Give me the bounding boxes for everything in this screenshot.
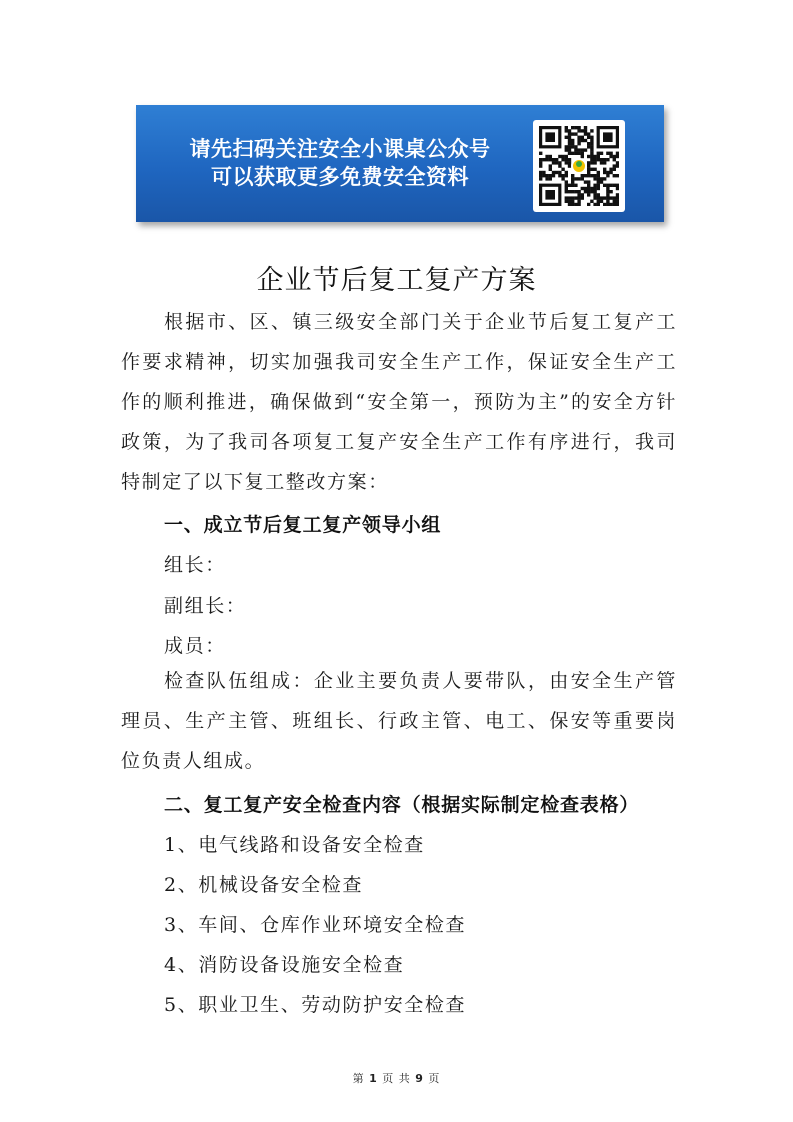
current-page-number: 1 [369, 1072, 378, 1085]
section-2-heading: 二、复工复产安全检查内容（根据实际制定检查表格） [164, 794, 640, 816]
deputy-leader-line: 副组长： [164, 595, 247, 617]
footer-mid: 页 共 [382, 1072, 411, 1085]
qr-code-icon [539, 126, 619, 206]
banner-line-1: 请先扫码关注安全小课桌公众号 [189, 137, 491, 161]
members-line: 成员： [164, 635, 226, 657]
footer-prefix: 第 [352, 1072, 365, 1085]
check-item-3: 3、车间、仓库作业环境安全检查 [164, 914, 467, 936]
check-item-5: 5、职业卫生、劳动防护安全检查 [164, 994, 467, 1016]
intro-paragraph: 根据市、区、镇三级安全部门关于企业节后复工复产工作要求精神，切实加强我司安全生产工作，保证安全生产工作的顺利推进，确保做到“安全第一，预防为主”的安全方针政策，为了我司各项复工复产安全生产工作有序进行，我司特制定了以下复工整改方案： [121, 311, 677, 493]
total-page-count: 9 [415, 1072, 424, 1085]
promo-banner [136, 105, 664, 222]
qr-code[interactable] [533, 120, 625, 212]
check-item-2: 2、机械设备安全检查 [164, 874, 364, 896]
document-title: 企业节后复工复产方案 [256, 265, 537, 296]
section-1-heading: 一、成立节后复工复产领导小组 [164, 514, 442, 536]
banner-text [170, 135, 510, 191]
banner-line-2: 可以获取更多免费安全资料 [211, 165, 469, 189]
team-composition-paragraph: 检查队伍组成：企业主要负责人要带队，由安全生产管理员、生产主管、班组长、行政主管、电工、保安等重要岗位负责人组成。 [121, 670, 677, 772]
check-item-4: 4、消防设备设施安全检查 [164, 954, 405, 976]
footer-suffix: 页 [428, 1072, 441, 1085]
page-footer [0, 1070, 793, 1086]
check-item-1: 1、电气线路和设备安全检查 [164, 834, 425, 856]
leader-line: 组长： [164, 554, 226, 576]
